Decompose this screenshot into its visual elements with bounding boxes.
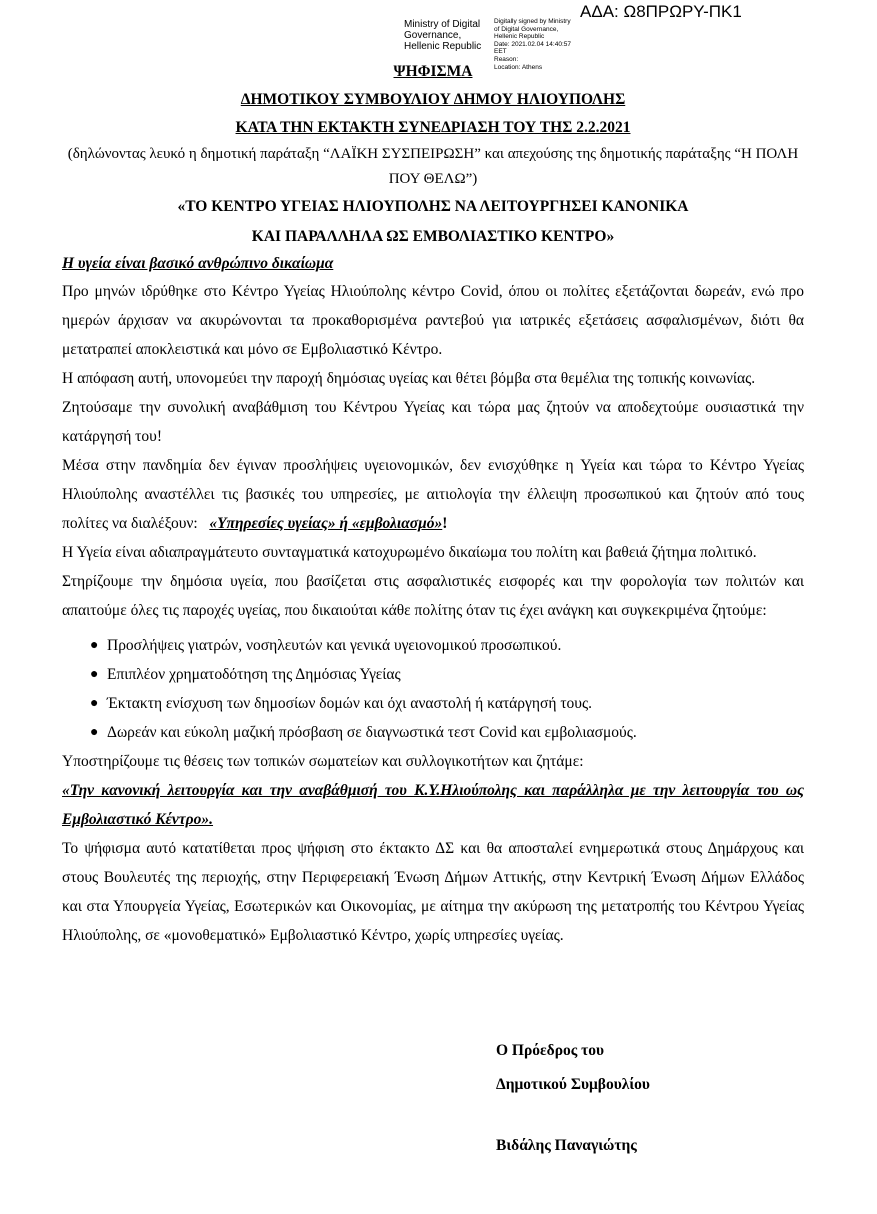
signatory-name: Βιδάλης Παναγιώτης	[496, 1137, 637, 1154]
list-item	[62, 689, 804, 718]
paragraph-2: Η απόφαση αυτή, υπονομεύει την παροχή δημόσιας υγείας και θέτει βόμβα στα θεμέλια της τοπικής κοινωνίας.	[62, 370, 756, 387]
session-title: ΚΑΤΑ ΤΗΝ ΕΚΤΑΚΤΗ ΣΥΝΕΔΡΙΑΣΗ ΤΟΥ ΤΗΣ 2.2.2021	[235, 119, 631, 136]
signer-line: Ministry of Digital	[404, 19, 481, 30]
signature-detail-line: Digitally signed by Ministry	[494, 18, 571, 25]
paragraph-4-end: !	[442, 515, 448, 532]
bullet-icon: ●	[90, 667, 99, 682]
slogan-line-1: «ΤΟ ΚΕΝΤΡΟ ΥΓΕΙΑΣ ΗΛΙΟΥΠΟΛΗΣ ΝΑ ΛΕΙΤΟΥΡΓΗΣΕΙ ΚΑΝΟΝΙΚΑ	[177, 198, 689, 215]
document-body	[62, 55, 804, 950]
paragraph-3: Ζητούσαμε την συνολική αναβάθμιση του Κέντρου Υγείας και τώρα μας ζητούν να αποδεχτούμε ουσιαστικά την κατάργησή του!	[62, 399, 804, 445]
signature-role-line-2: Δημοτικού Συμβουλίου	[496, 1076, 650, 1093]
voting-note: (δηλώνοντας λευκό η δημοτική παράταξη “ΛΑΪΚΗ ΣΥΣΠΕΙΡΩΣΗ” και απεχούσης της δημοτικής παράταξης “Η ΠΟΛΗ ΠΟΥ ΘΕΛΩ”)	[67, 146, 799, 187]
slogan-line-2: ΚΑΙ ΠΑΡΑΛΛΗΛΑ ΩΣ ΕΜΒΟΛΙΑΣΤΙΚΟ ΚΕΝΤΡΟ»	[251, 227, 615, 245]
paragraph-5: Η Υγεία είναι αδιαπραγμάτευτο συνταγματικά κατοχυρωμένο δικαίωμα του πολίτη και βαθειά ζήτημα πολιτικό.	[62, 544, 757, 561]
signer-line: Hellenic Republic	[404, 41, 482, 52]
list-item	[62, 660, 804, 689]
paragraph-7: Υποστηρίζουμε τις θέσεις των τοπικών σωματείων και συλλογικοτήτων και ζητάμε:	[62, 753, 584, 770]
paragraph-4	[62, 451, 804, 538]
paragraph-1: Προ μηνών ιδρύθηκε στο Κέντρο Υγείας Ηλιούπολης κέντρο Covid, όπου οι πολίτες εξετάζονται δωρεάν, ενώ προ ημερών άρχισαν να ακυρώνονται τα προκαθορισμένα ραντεβού για ιατρικές εξετάσεις ασφαλισμένων, διότι θα μετατραπεί αποκλειστικά και μόνο σε Εμβολιαστικό Κέντρο.	[62, 283, 804, 358]
bullet-icon: ●	[90, 638, 99, 653]
signature-detail-line: Reason:	[494, 55, 519, 63]
signature-role-line-1: Ο Πρόεδρος του	[496, 1042, 605, 1059]
paragraph-4-emphasis: «Υπηρεσίες υγείας» ή «εμβολιασμό»	[209, 515, 443, 532]
paragraph-6: Στηρίζουμε την δημόσια υγεία, που βασίζεται στις ασφαλιστικές εισφορές και την φορολογία των πολιτών και απαιτούμε όλες τις παροχές υγείας, που δικαιούται κάθε πολίτης όταν τις έχει ανάγκη και συγκεκριμένα ζητούμε:	[62, 573, 804, 619]
paragraph-8: Το ψήφισμα αυτό κατατίθεται προς ψήφιση στο έκτακτο ΔΣ και θα αποσταλεί ενημερωτικά στους Δημάρχους και στους Βουλευτές της περιοχής, στην Περιφερειακή Ένωση Δήμων Αττικής, στην Κεντρική Ένωση Δήμων Ελλάδος και στα Υπουργεία Υγείας, Εσωτερικών και Οικονομίας, με αίτημα την ακύρωση της μετατροπής του Κέντρου Υγείας Ηλιούπολης, σε «μονοθεματικό» Εμβολιαστικό Κέντρο, χωρίς υπηρεσίες υγείας.	[62, 840, 804, 944]
section-heading: Η υγεία είναι βασικό ανθρώπινο δικαίωμα	[62, 255, 334, 272]
council-title: ΔΗΜΟΤΙΚΟΥ ΣΥΜΒΟΥΛΙΟΥ ΔΗΜΟΥ ΗΛΙΟΥΠΟΛΗΣ	[240, 91, 626, 108]
bullet-icon: ●	[90, 725, 99, 740]
list-item	[62, 631, 804, 660]
ada-code: ΑΔΑ: Ω8ΠΡΩΡΥ-ΠΚ1	[580, 2, 742, 21]
list-item-text: Έκτακτη ενίσχυση των δημοσίων δομών και όχι αναστολή ή κατάργησή τους.	[107, 695, 592, 712]
signature-detail-line: Date: 2021.02.04 14:40:57	[494, 40, 571, 48]
document-title: ΨΗΦΙΣΜΑ	[393, 63, 473, 80]
digital-signature-signer	[404, 19, 492, 52]
list-item	[62, 718, 804, 747]
signature-detail-line: Location: Athens	[494, 63, 543, 71]
signature-detail-line: EET	[494, 48, 507, 56]
list-item-text: Δωρεάν και εύκολη μαζική πρόσβαση σε διαγνωστικά τεστ Covid και εμβολιασμούς.	[107, 724, 637, 741]
paragraph-4-text: Μέσα στην πανδημία δεν έγιναν προσλήψεις υγειονομικών, δεν ενισχύθηκε η Υγεία και τώρα το Κέντρο Υγείας Ηλιούπολης αναστέλλει τις βασικές του υπηρεσίες, με αιτιολογία την έλλειψη προσωπικού και ζητούν από τους πολίτες να διαλέξουν:	[62, 457, 804, 532]
main-demand-text: «Την κανονική λειτουργία και την αναβάθμισή του Κ.Υ.Ηλιούπολης και παράλληλα με την λειτουργία του ως Εμβολιαστικό Κέντρο».	[62, 782, 804, 828]
signature-detail-line: of Digital Governance,	[494, 25, 559, 33]
bullet-icon: ●	[90, 696, 99, 711]
signature-detail-line: Hellenic Republic	[494, 33, 545, 41]
main-demand	[62, 776, 804, 834]
signer-line: Governance,	[404, 30, 462, 41]
list-item-text: Προσλήψεις γιατρών, νοσηλευτών και γενικά υγειονομικού προσωπικού.	[107, 637, 562, 654]
list-item-text: Επιπλέον χρηματοδότηση της Δημόσιας Υγείας	[107, 666, 401, 683]
demands-list	[62, 631, 804, 747]
